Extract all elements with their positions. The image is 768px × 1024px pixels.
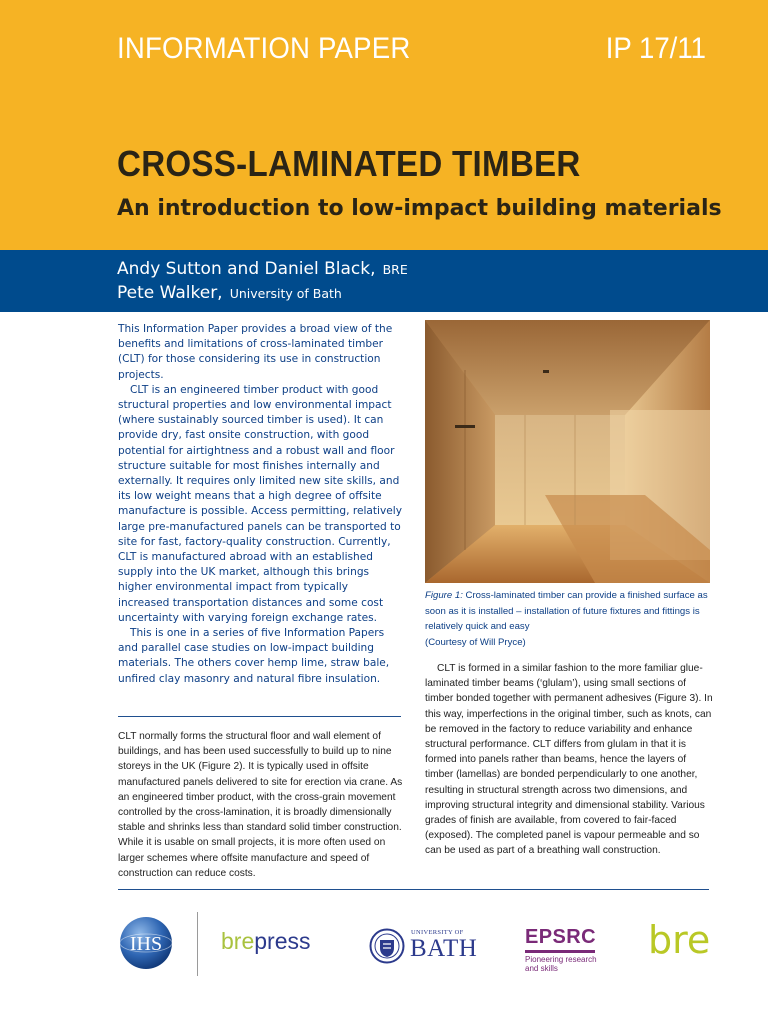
epsrc-wordmark: EPSRC [525, 926, 596, 948]
body-paragraph: CLT normally forms the structural floor and wall element of buildings, and has been used successfully to build up to nine storeys in the UK (Figure 2). It is typically used in offsite manufactured panels delivered to site for erection via crane. As an engineered timber product, with the cross-grain movement controlled by the cross-lamination, it is broadly dimensionally stable and shrinks less than standard solid timber construction. While it is usable on small projects, it is more often used on larger schemes where offsite manufacture and speed of construction can reduce costs. [118, 731, 403, 879]
bre-logo: bre [648, 918, 711, 962]
logo-divider [197, 912, 198, 976]
author-org-1: BRE [382, 262, 408, 277]
figure-1-caption [425, 588, 715, 650]
section-divider [118, 716, 401, 717]
paper-number: IP 17/11 [605, 32, 706, 65]
figure-credit: (Courtesy of Will Pryce) [425, 636, 526, 648]
body-paragraph: CLT is formed in a similar fashion to the more familiar glue-laminated timber beams (‘glulam’), using small sections of timber bonded together with permanent adhesives (Figure 3). In this way, imperfections in the original timber, such as knots, can be removed in the factory to reduce variability and enhance structural performance. CLT differs from glulam in that it is formed into panels rather than beams, hence the layers of timber (lamellas) are bonded perpendicularly to one another, resulting in structural strength across two dimensions, and improving structural integrity and dimensional stability. Various grades of finish are available, from covered to fair-faced (exposed). The completed panel is vapour permeable and so can be used as part of a breathing wall construction. [425, 663, 713, 857]
body-right-column [425, 661, 715, 859]
timber-interior-image [425, 320, 710, 583]
page-title: CROSS-LAMINATED TIMBER [117, 143, 581, 184]
body-left-column [118, 729, 406, 881]
series-label: INFORMATION PAPER [117, 32, 411, 65]
epsrc-logo [525, 926, 605, 972]
ihs-logo [118, 915, 174, 971]
bath-logo-wordmark: BATH [410, 935, 478, 962]
intro-paragraph: This is one in a series of five Information Papers and parallel case studies on low-impact building materials. The others cover hemp lime, straw bale, unfired clay masonry and natural fibre insulation. [118, 627, 390, 685]
bath-crest-icon [369, 928, 405, 964]
figure-caption-text: Cross-laminated timber can provide a finished surface as soon as it is installed – installation of future fixtures and fittings is relatively quick and easy [425, 590, 708, 633]
page-subtitle: An introduction to low-impact building materials [117, 196, 722, 221]
figure-label: Figure 1: [425, 590, 463, 601]
intro-summary [118, 322, 402, 687]
bath-logo-small-text: UNIVERSITY OF [411, 929, 464, 936]
author-line-2 [117, 283, 342, 303]
author-band [0, 250, 768, 312]
bre-press-logo-press: press [254, 928, 311, 954]
author-org-2: University of Bath [229, 286, 342, 301]
figure-1-photo [425, 320, 710, 583]
ihs-globe-icon [118, 915, 174, 971]
author-names-1: Andy Sutton and Daniel Black, [117, 259, 376, 279]
bre-press-logo [221, 928, 311, 955]
intro-paragraph: CLT is an engineered timber product with good structural properties and low environmental impact (where sustainably sourced timber is used). It can provide dry, fast onsite construction, with good potential for airtightness and a robust wall and floor structure suitable for most finishes internally and externally. It requires only limited new site skills, and its low weight means that a high degree of offsite manufacture is possible. Access permitting, relatively large pre-manufactured panels can be transported to site for fast, factory-quality construction. Currently, CLT is manufactured abroad with an established supply into the UK market, although this brings higher environmental impact from typically increased transportation distances and some cost uncertainty with varying foreign exchange rates. [118, 383, 403, 624]
university-of-bath-logo [369, 928, 479, 964]
footer-divider [118, 889, 709, 890]
author-names-2: Pete Walker, [117, 283, 223, 303]
epsrc-rule [525, 950, 595, 953]
ihs-logo-text: IHS [129, 933, 163, 955]
epsrc-tagline: Pioneering research and skills [525, 955, 597, 973]
header-band [0, 0, 768, 250]
intro-paragraph: This Information Paper provides a broad view of the benefits and limitations of cross-laminated timber (CLT) for those considering its use in construction projects. [118, 323, 393, 381]
author-line-1 [117, 259, 408, 279]
bre-press-logo-bre: bre [221, 928, 255, 954]
